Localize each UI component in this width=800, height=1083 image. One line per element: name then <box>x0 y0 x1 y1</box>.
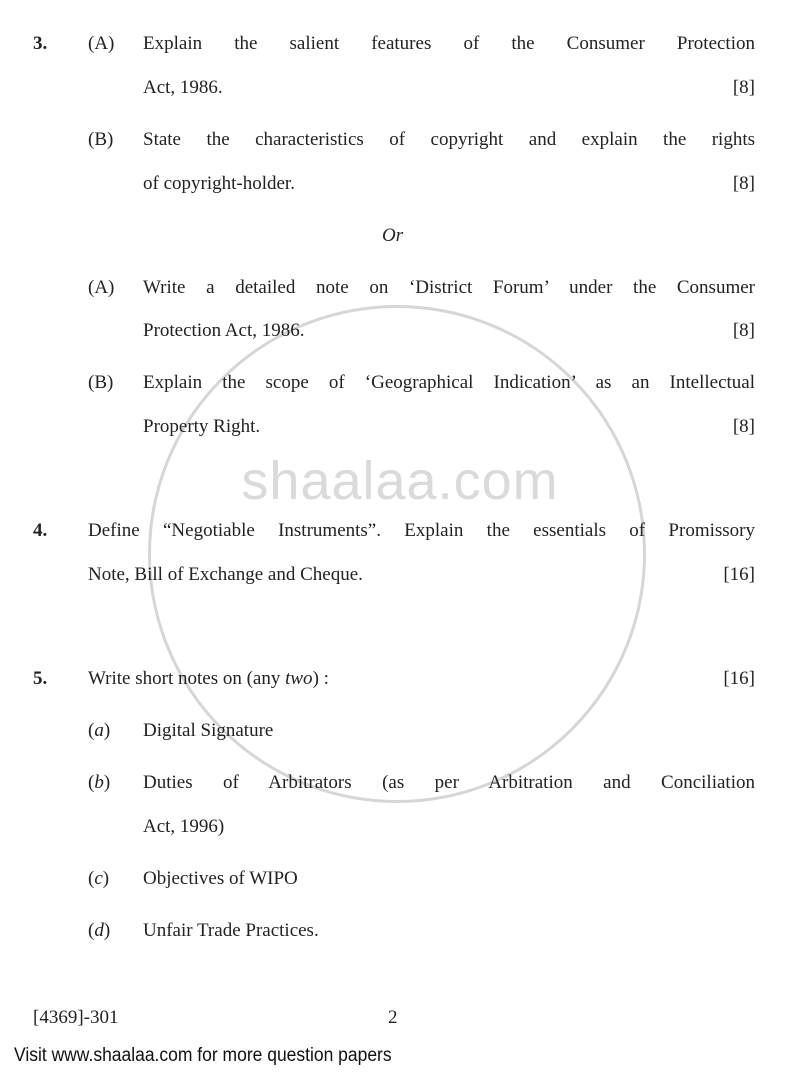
item-label: (b) <box>88 772 111 793</box>
item-label: (a) <box>88 720 111 741</box>
question-text <box>88 667 329 691</box>
part-label: (A) <box>88 33 115 54</box>
question-text: Explain the scope of ‘Geographical Indication’ as an Intellectual <box>143 372 755 393</box>
item-text: Objectives of WIPO <box>143 868 298 889</box>
item-letter: c <box>94 868 103 889</box>
item-text: Act, 1996) <box>143 816 225 837</box>
marks: [8] <box>732 416 755 437</box>
marks: [16] <box>723 564 755 585</box>
or-separator: Or <box>382 225 404 246</box>
marks: [16] <box>723 668 755 689</box>
paper-code: [4369]-301 <box>33 1007 119 1028</box>
text-post: ) : <box>312 668 329 689</box>
question-number: 3. <box>33 33 48 54</box>
question-text: Define “Negotiable Instruments”. Explain the essentials of Promissory <box>88 520 755 541</box>
item-label: (c) <box>88 868 110 889</box>
question-text: State the characteristics of copyright and explain the rights <box>143 129 755 150</box>
question-text: Property Right. <box>143 416 261 437</box>
question-text: Explain the salient features of the Consumer Protection <box>143 33 755 54</box>
text-pre: Write short notes on (any <box>88 668 286 689</box>
item-letter: b <box>94 772 104 793</box>
question-text: Protection Act, 1986. <box>143 320 305 341</box>
question-text: Act, 1986. <box>143 77 223 98</box>
marks: [8] <box>732 320 755 341</box>
marks: [8] <box>732 173 755 194</box>
part-label: (B) <box>88 372 114 393</box>
item-text: Duties of Arbitrators (as per Arbitration and Conciliation <box>143 772 755 793</box>
part-label: (B) <box>88 129 114 150</box>
watermark-text: shaalaa.com <box>241 451 559 511</box>
item-letter: d <box>94 920 104 941</box>
question-text: Note, Bill of Exchange and Cheque. <box>88 564 363 585</box>
part-label: (A) <box>88 277 115 298</box>
question-text: Write a detailed note on ‘District Forum’ under the Consumer <box>143 277 755 298</box>
question-number: 4. <box>33 520 48 541</box>
item-letter: a <box>94 720 104 741</box>
item-text: Unfair Trade Practices. <box>143 920 319 941</box>
item-text: Digital Signature <box>143 720 274 741</box>
marks: [8] <box>732 77 755 98</box>
item-label: (d) <box>88 920 111 941</box>
question-number: 5. <box>33 668 48 689</box>
page-number: 2 <box>388 1007 398 1028</box>
visit-link[interactable]: Visit www.shaalaa.com for more question papers <box>14 1045 392 1066</box>
question-text: of copyright-holder. <box>143 173 295 194</box>
text-emphasis: two <box>285 668 313 689</box>
